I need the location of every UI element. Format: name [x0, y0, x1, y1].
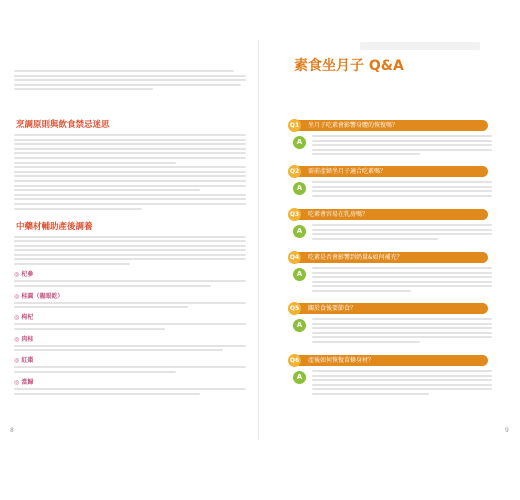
question-text: 吃素是否會影響到奶量&如何補充？: [308, 254, 403, 261]
answer-badge: A: [293, 136, 306, 149]
question-text: 需前產婦坐月子適合吃素嗎？: [308, 168, 387, 175]
question-5: [290, 303, 488, 314]
answer-1-text: [312, 135, 492, 158]
question-6: [290, 355, 488, 366]
question-text: 產後如何恢復苗條身材？: [308, 357, 375, 364]
question-text: 關於食後要節食？: [308, 305, 357, 312]
answer-badge: A: [293, 319, 306, 332]
answer-4-text: [312, 267, 492, 295]
question-text: 坐月子吃素會影響身體的恢復嗎？: [308, 122, 399, 129]
question-number-badge: Q2: [288, 165, 301, 178]
answer-5-text: [312, 318, 492, 346]
question-2: [290, 166, 488, 177]
answer-badge: A: [293, 371, 306, 384]
herb-group: ◎ 紅棗: [14, 357, 34, 365]
question-3: [290, 209, 488, 220]
herb-group: ◎ 肉桂: [14, 335, 34, 343]
page-number-left: 8: [10, 427, 14, 434]
header-decoration: [360, 42, 480, 50]
question-number-badge: Q4: [288, 251, 301, 264]
section-title-herbs: 中藥材輔助產後調養: [16, 221, 93, 232]
left-page: [0, 40, 259, 440]
herbs-intro-text: [14, 236, 246, 266]
question-number-badge: Q1: [288, 119, 301, 132]
intro-text-block: [14, 70, 246, 93]
answer-3-text: [312, 224, 492, 242]
answer-badge: A: [293, 182, 306, 195]
herb-group: ◎ 杞參: [14, 271, 34, 279]
answer-badge: A: [293, 268, 306, 281]
herb-group: ◎ 當歸: [14, 379, 34, 387]
question-number-badge: Q3: [288, 208, 301, 221]
question-1: [290, 120, 488, 131]
cooking-text-block: [14, 134, 246, 210]
herb-group: ◎ 枸杞: [14, 314, 34, 322]
question-number-badge: Q6: [288, 354, 301, 367]
page-title: 素食坐月子 Q&A: [294, 58, 404, 74]
page-number-right: 9: [505, 427, 509, 434]
question-4: [290, 252, 488, 263]
answer-6-text: [312, 370, 492, 398]
answer-2-text: [312, 181, 492, 199]
question-number-badge: Q5: [288, 302, 301, 315]
answer-badge: A: [293, 225, 306, 238]
question-text: 吃素會容易在乳房嗎？: [308, 211, 369, 218]
section-title-cooking: 烹調原則與飲食禁忌迷思: [16, 120, 110, 130]
herb-group: ◎ 桂圓（龍眼乾）: [14, 292, 64, 300]
